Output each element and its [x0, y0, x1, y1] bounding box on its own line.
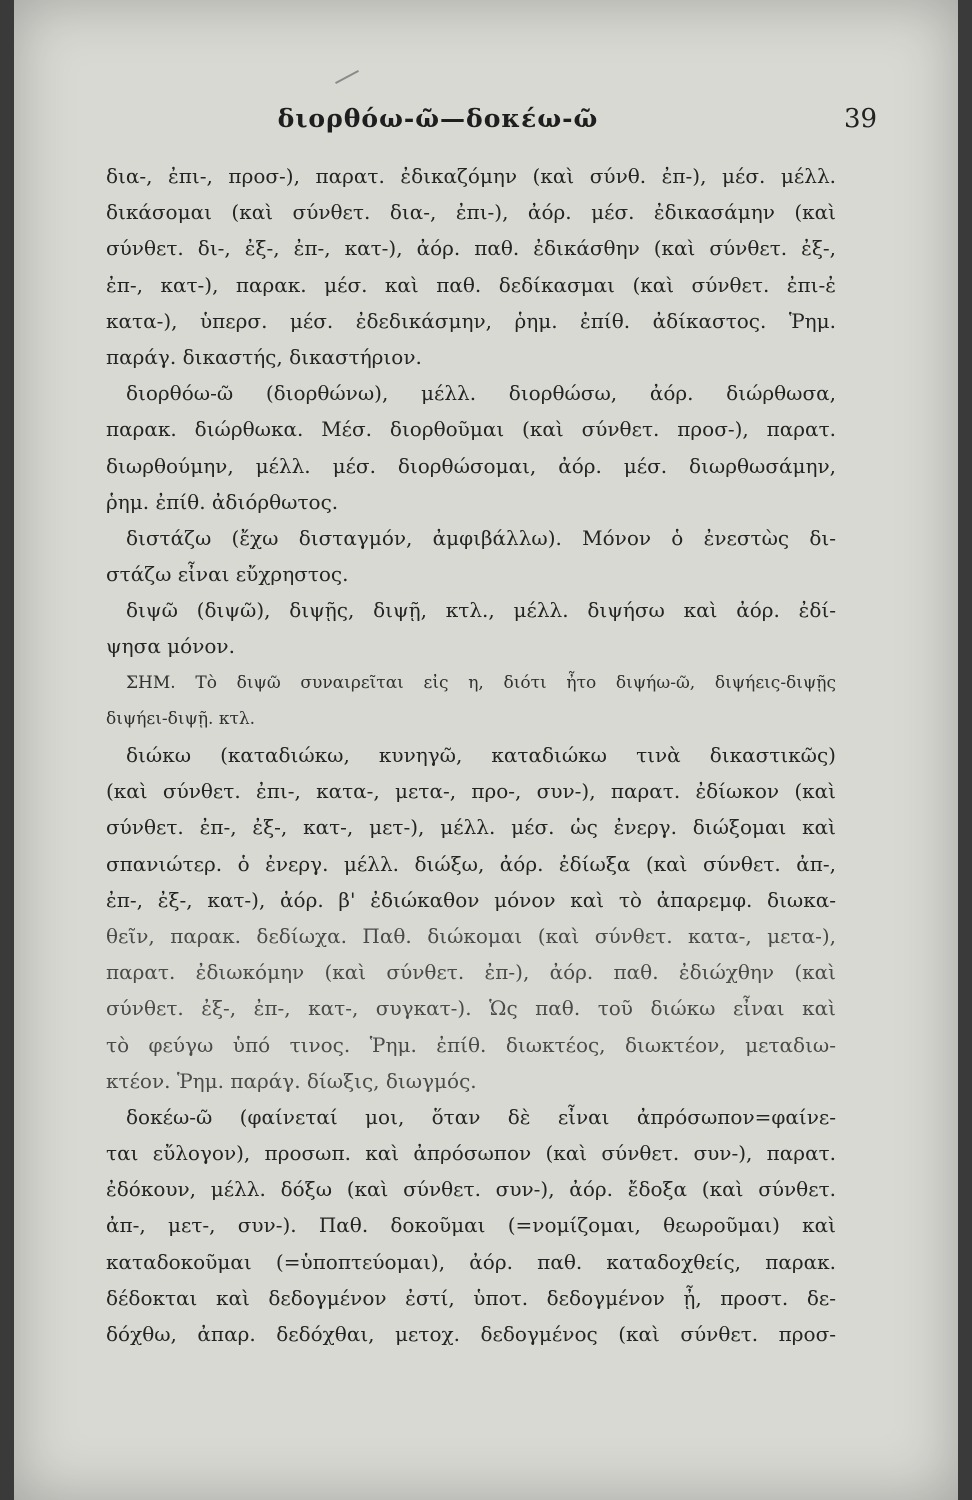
- text-line: ψησα μόνον.: [106, 634, 235, 659]
- text-line: διορθόω-ῶ (διορθώνω), μέλλ. διορθώσω, ἀόρ. διώρθωσα,: [126, 381, 836, 406]
- text-line: σύνθετ. ἐξ-, ἐπ-, κατ-, συγκατ-). Ὡς παθ. τοῦ διώκω εἶναι καὶ: [106, 996, 836, 1021]
- text-line: σπανιώτερ. ὁ ἐνεργ. μέλλ. διώξω, ἀόρ. ἐδίωξα (καὶ σύνθετ. ἀπ-,: [106, 851, 836, 876]
- text-line: ἐδόκουν, μέλλ. δόξω (καὶ σύνθετ. συν-), ἀόρ. ἔδοξα (καὶ σύνθετ.: [106, 1177, 836, 1202]
- book-page: [14, 0, 958, 1500]
- text-line: κατα-), ὑπερσ. μέσ. ἐδεδικάσμην, ῥημ. ἐπίθ. ἀδίκαστος. Ῥημ.: [106, 308, 836, 333]
- text-line: ῥημ. ἐπίθ. ἀδιόρθωτος.: [106, 489, 339, 514]
- text-line: ΣΗΜ. Τὸ διψῶ συναιρεῖται εἰς η, διότι ἦτο διψήω-ῶ, διψήεις-διψῇς: [126, 672, 836, 693]
- running-head: διορθόω-ῶ—δοκέω-ῶ: [277, 104, 599, 133]
- text-line: δόχθω, ἀπαρ. δεδόχθαι, μετοχ. δεδογμένος (καὶ σύνθετ. προσ-: [106, 1322, 836, 1346]
- text-line: σύνθετ. δι-, ἐξ-, ἐπ-, κατ-), ἀόρ. παθ. ἐδικάσθην (καὶ σύνθετ. ἐξ-,: [106, 236, 836, 261]
- text-line: θεῖν, παρακ. δεδίωχα. Παθ. διώκομαι (καὶ σύνθετ. κατα-, μετα-),: [106, 923, 836, 948]
- text-line: καταδοκοῦμαι (=ὑποπτεύομαι), ἀόρ. παθ. καταδοχθείς, παρακ.: [106, 1249, 836, 1274]
- text-line: δέδοκται καὶ δεδογμένον ἐστί, ὑποτ. δεδογμένον ᾖ, προστ. δε-: [106, 1285, 836, 1310]
- text-line: δικάσομαι (καὶ σύνθετ. δια-, ἐπι-), ἀόρ. μέσ. ἐδικασάμην (καὶ: [106, 200, 836, 225]
- text-line: διψῶ (διψῶ), διψῇς, διψῇ, κτλ., μέλλ. διψήσω καὶ ἀόρ. ἐδί-: [126, 598, 836, 623]
- text-line: δοκέω-ῶ (φαίνεταί μοι, ὅταν δὲ εἶναι ἀπρόσωπον=φαίνε-: [126, 1104, 836, 1129]
- text-line: ἀπ-, μετ-, συν-). Παθ. δοκοῦμαι (=νομίζομαι, θεωροῦμαι) καὶ: [106, 1213, 836, 1238]
- text-line: ἐπ-, ἐξ-, κατ-), ἀόρ. β' ἐδιώκαθον μόνον καὶ τὸ ἀπαρεμφ. διωκα-: [106, 887, 836, 912]
- text-line: παρατ. ἐδιωκόμην (καὶ σύνθετ. ἐπ-), ἀόρ. παθ. ἐδιώχθην (καὶ: [106, 960, 836, 985]
- text-line: διώκω (καταδιώκω, κυνηγῶ, καταδιώκω τινὰ δικαστικῶς): [126, 743, 836, 767]
- text-line: σύνθετ. ἐπ-, ἐξ-, κατ-, μετ-), μέλλ. μέσ. ὡς ἐνεργ. διώξομαι καὶ: [106, 815, 836, 840]
- dictionary-text: [106, 158, 836, 1352]
- text-line: ται εὔλογον), προσωπ. καὶ ἀπρόσωπον (καὶ σύνθετ. συν-), παρατ.: [106, 1141, 836, 1166]
- text-line: κτέον. Ῥημ. παράγ. δίωξις, διωγμός.: [106, 1068, 477, 1093]
- paper-mark: [335, 70, 359, 84]
- text-line: στάζω εἶναι εὔχρηστος.: [106, 562, 349, 587]
- text-line: (καὶ σύνθετ. ἐπι-, κατα-, μετα-, προ-, συν-), παρατ. ἐδίωκον (καὶ: [106, 779, 836, 804]
- text-line: παράγ. δικαστής, δικαστήριον.: [106, 344, 422, 369]
- text-line: παρακ. διώρθωκα. Μέσ. διορθοῦμαι (καὶ σύνθετ. προσ-), παρατ.: [106, 417, 836, 442]
- text-line: ἐπ-, κατ-), παρακ. μέσ. καὶ παθ. δεδίκασμαι (καὶ σύνθετ. ἐπι-ἐ: [106, 272, 836, 297]
- page-header: [14, 104, 958, 144]
- text-line: διστάζω (ἔχω δισταγμόν, ἀμφιβάλλω). Μόνον ὁ ἐνεστὼς δι-: [126, 525, 836, 550]
- text-line: δια-, ἐπι-, προσ-), παρατ. ἐδικαζόμην (καὶ σύνθ. ἐπ-), μέσ. μέλλ.: [106, 164, 836, 188]
- text-line: τὸ φεύγω ὑπό τινος. Ῥημ. ἐπίθ. διωκτέος, διωκτέον, μεταδιω-: [106, 1032, 836, 1057]
- text-line: διωρθούμην, μέλλ. μέσ. διορθώσομαι, ἀόρ. μέσ. διωρθωσάμην,: [106, 453, 836, 478]
- page-number: 39: [844, 104, 878, 134]
- text-line: διψήει-διψῇ. κτλ.: [106, 708, 256, 729]
